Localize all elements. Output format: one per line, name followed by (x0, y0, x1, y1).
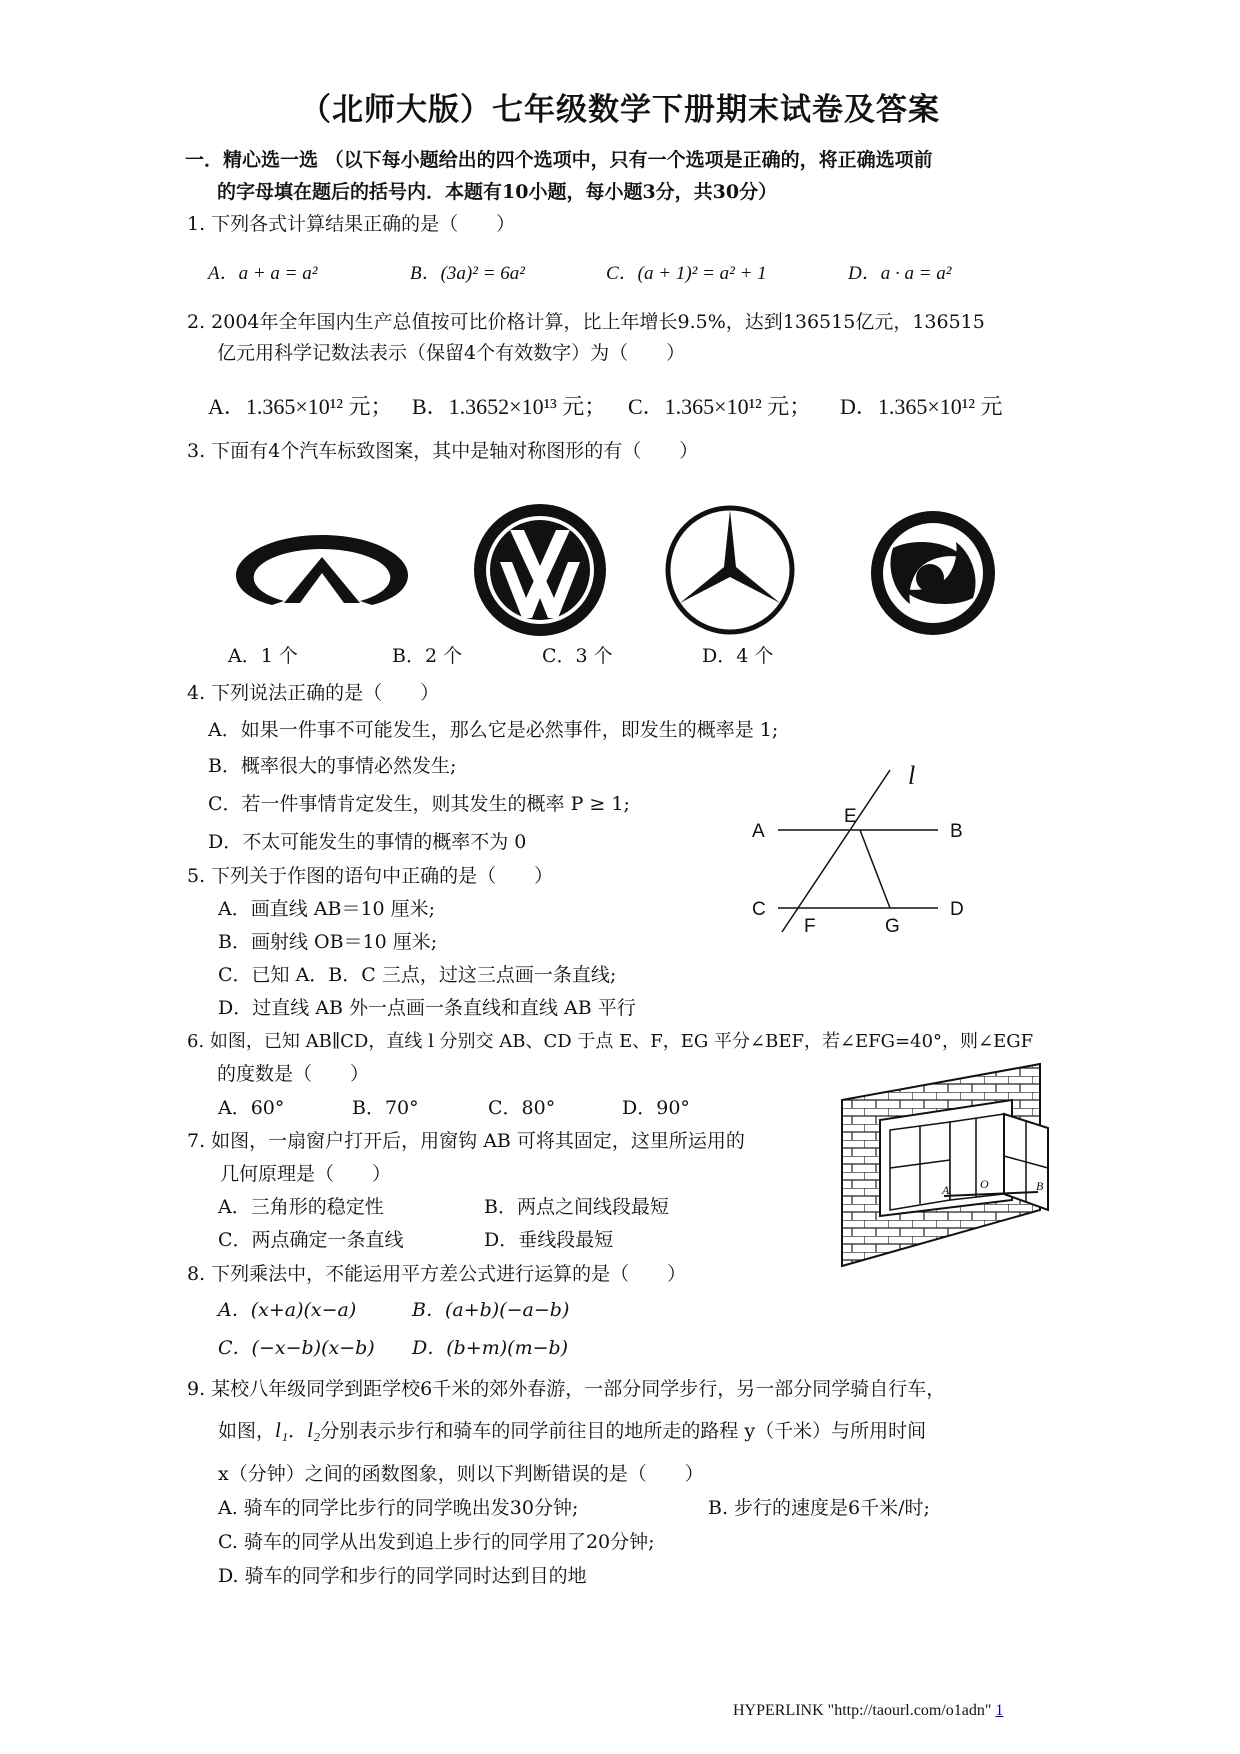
q4-option-d: D．不太可能发生的事情的概率不为 0 (208, 831, 527, 853)
window-label-b: B (1036, 1179, 1044, 1193)
section-heading-line1: 一．精心选一选 （以下每小题给出的四个选项中，只有一个选项是正确的，将正确选项前 (185, 149, 933, 171)
q7-option-c: C．两点确定一条直线 (218, 1229, 404, 1251)
infiniti-logo (232, 525, 412, 617)
page-title: （北师大版）七年级数学下册期末试卷及答案 (300, 92, 940, 128)
mercedes-logo (665, 503, 795, 637)
q9-stem-line1: 9. 某校八年级同学到距学校6千米的郊外春游，一部分同学步行，另一部分同学骑自行车， (187, 1378, 946, 1400)
q2-option-b: B．1.3652×10¹³ 元； (412, 394, 607, 419)
q7-stem-line2: 几何原理是（ ） (220, 1163, 392, 1185)
label-a: A (752, 821, 765, 842)
q9-option-d: D. 骑车的同学和步行的同学同时达到目的地 (218, 1565, 587, 1587)
q5-option-d: D．过直线 AB 外一点画一条直线和直线 AB 平行 (218, 997, 636, 1019)
q8-option-d: D．(b+m)(m−b) (412, 1337, 569, 1359)
window-figure (840, 1060, 1056, 1280)
q9-option-b: B. 步行的速度是6千米/时; (708, 1497, 930, 1519)
q5-option-b: B．画射线 OB＝10 厘米; (218, 931, 438, 953)
q9-l1: l₁ (275, 1418, 289, 1442)
window-label-a: A (942, 1183, 950, 1197)
label-d: D (950, 899, 964, 920)
q5-option-a: A．画直线 AB＝10 厘米; (218, 898, 436, 920)
q6-option-b: B．70° (352, 1097, 419, 1119)
label-b: B (950, 821, 963, 842)
q2-option-d: D．1.365×10¹² 元 (840, 394, 1003, 419)
q3-option-d: D．4 个 (702, 645, 774, 667)
label-l: l (908, 761, 916, 790)
q9-stem-line3: x（分钟）之间的函数图象，则以下判断错误的是（ ） (218, 1463, 704, 1485)
q4-option-c: C．若一件事情肯定发生，则其发生的概率 P ≥ 1; (208, 793, 630, 815)
q2-option-a: A．1.365×10¹² 元； (208, 394, 393, 419)
q1-stem: 1. 下列各式计算结果正确的是（ ） (187, 213, 516, 235)
q9-stem-line2 (218, 1417, 926, 1444)
label-e: E (844, 806, 857, 827)
q3-stem: 3. 下面有4个汽车标致图案，其中是轴对称图形的有（ ） (187, 440, 699, 462)
q8-stem: 8. 下列乘法中，不能运用平方差公式进行运算的是（ ） (187, 1263, 687, 1285)
q2-option-c: C．1.365×10¹² 元； (628, 394, 812, 419)
q8-option-a: A．(x+a)(x−a) (218, 1299, 357, 1321)
q3-option-a: A．1 个 (228, 645, 298, 667)
q6-option-c: C．80° (488, 1097, 556, 1119)
label-c: C (752, 899, 766, 920)
q1-option-d: D．a · a = a² (848, 263, 952, 284)
dongfeng-logo (868, 508, 998, 638)
q8-option-b: B．(a+b)(−a−b) (412, 1299, 570, 1321)
label-g: G (885, 916, 900, 937)
parallel-lines-figure (740, 760, 980, 946)
window-label-o: O (980, 1177, 989, 1191)
footer-text: HYPERLINK "http://taourl.com/o1adn" (733, 1702, 992, 1719)
q4-option-a: A．如果一件事不可能发生，那么它是必然事件，即发生的概率是 1; (208, 719, 779, 741)
q1-option-b: B．(3a)² = 6a² (410, 263, 525, 284)
q4-option-b: B．概率很大的事情必然发生; (208, 755, 457, 777)
q6-stem-line2: 的度数是（ ） (217, 1063, 370, 1085)
footer (733, 1702, 1003, 1720)
q3-option-b: B．2 个 (392, 645, 463, 667)
page-number-link[interactable]: 1 (995, 1702, 1004, 1719)
q9-option-a: A. 骑车的同学比步行的同学晚出发30分钟; (218, 1497, 579, 1519)
q6-stem-line1: 6. 如图，已知 AB∥CD，直线 l 分别交 AB、CD 于点 E、F，EG 平分∠BEF，若∠EFG=40°，则∠EGF (187, 1031, 1034, 1052)
volkswagen-logo (470, 500, 610, 640)
section-heading-line2: 的字母填在题后的括号内．本题有10小题，每小题3分，共30分） (217, 181, 778, 203)
q2-stem-line1: 2. 2004年全年国内生产总值按可比价格计算，比上年增长9.5%，达到136515亿元，136515 (187, 311, 985, 333)
q7-option-d: D．垂线段最短 (484, 1229, 614, 1251)
q8-option-c: C．(−x−b)(x−b) (218, 1337, 375, 1359)
q5-stem: 5. 下列关于作图的语句中正确的是（ ） (187, 865, 554, 887)
q2-stem-line2: 亿元用科学记数法表示（保留4个有效数字）为（ ） (217, 342, 686, 364)
label-f: F (804, 916, 816, 937)
q7-option-a: A．三角形的稳定性 (218, 1196, 384, 1218)
q7-stem-line1: 7. 如图，一扇窗户打开后，用窗钩 AB 可将其固定，这里所运用的 (187, 1130, 745, 1152)
q9-option-c: C. 骑车的同学从出发到追上步行的同学用了20分钟; (218, 1531, 655, 1553)
q3-option-c: C．3 个 (542, 645, 613, 667)
q6-option-a: A．60° (218, 1097, 285, 1119)
q9-stem-line2-post: 分别表示步行和骑车的同学前往目的地所走的路程 y（千米）与所用时间 (320, 1420, 927, 1442)
q7-option-b: B．两点之间线段最短 (484, 1196, 669, 1218)
q5-option-c: C．已知 A．B．C 三点，过这三点画一条直线; (218, 964, 617, 986)
q9-l2: l₂ (307, 1418, 321, 1442)
q6-option-d: D．90° (622, 1097, 690, 1119)
q9-sep: ． (288, 1420, 308, 1442)
q1-option-a: A．a + a = a² (208, 263, 318, 284)
q1-option-c: C．(a + 1)² = a² + 1 (606, 263, 767, 284)
q9-stem-line2-pre: 如图， (218, 1420, 276, 1442)
q4-stem: 4. 下列说法正确的是（ ） (187, 682, 440, 704)
